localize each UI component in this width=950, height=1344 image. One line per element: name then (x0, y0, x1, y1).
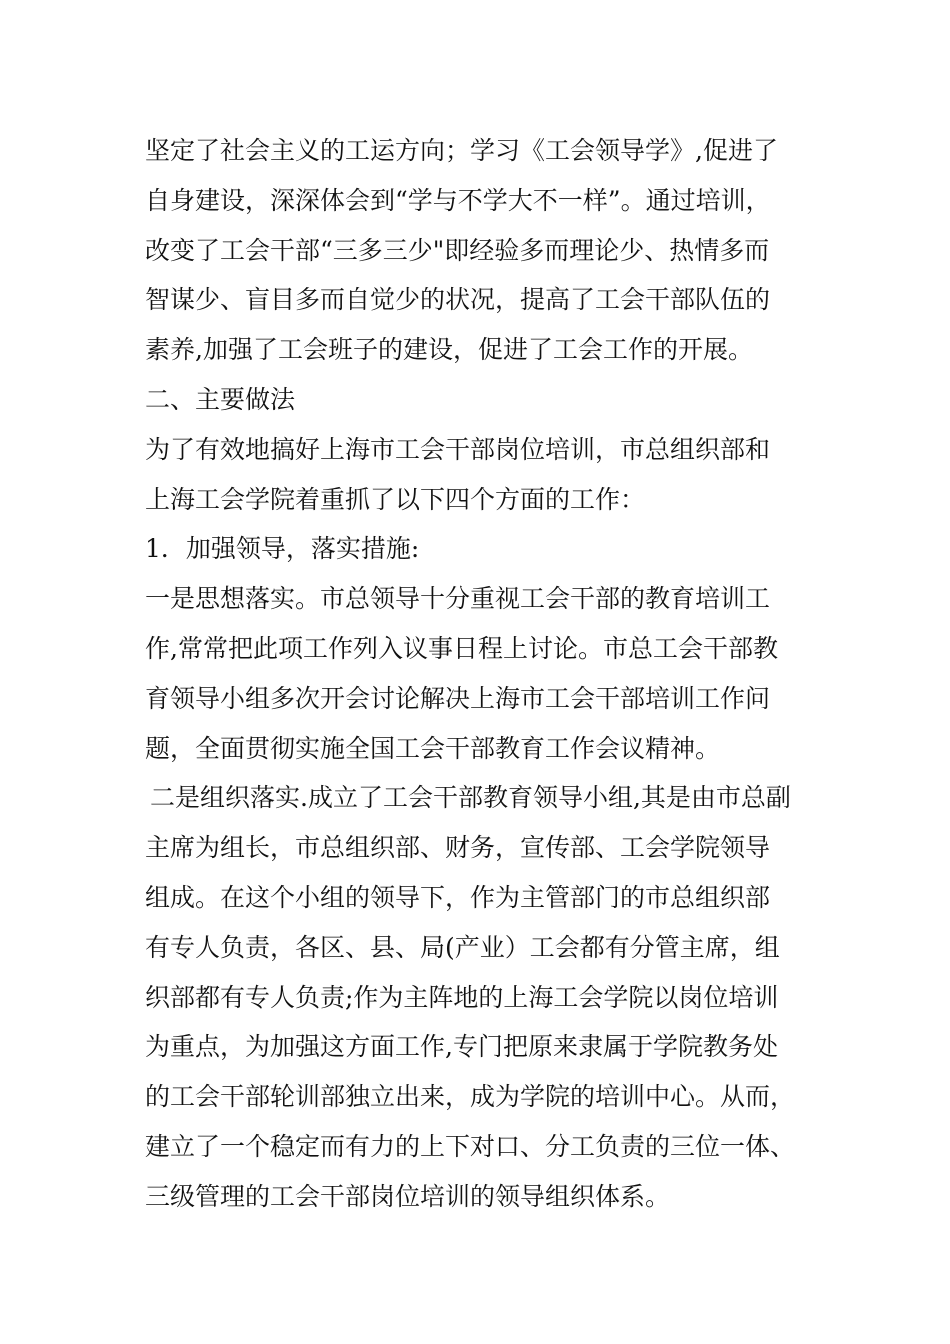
section-heading: 二、主要做法 (145, 384, 296, 414)
document-body (145, 126, 825, 1222)
text-line: 三级管理的工会干部岗位培训的领导组织体系。 (145, 1181, 671, 1211)
text-line: 的工会干部轮训部独立出来，成为学院的培训中心。从而， (145, 1082, 796, 1112)
text-line: 有专人负责，各区、县、局(产业）工会都有分管主席，组 (145, 932, 780, 962)
text-line: 作,常常把此项工作列入议事日程上讨论。市总工会干部教 (145, 633, 778, 663)
text-line: 育领导小组多次开会讨论解决上海市工会干部培训工作问 (145, 683, 771, 713)
text-line: 组成。在这个小组的领导下，作为主管部门的市总组织部 (145, 882, 771, 912)
text-line: 上海工会学院着重抓了以下四个方面的工作： (145, 484, 646, 514)
text-line: 坚定了社会主义的工运方向；学习《工会领导学》,促进了 (145, 136, 778, 165)
text-line: 为了有效地搞好上海市工会干部岗位培训，市总组织部和 (145, 434, 771, 464)
text-line: 织部都有专人负责;作为主阵地的上海工会学院以岗位培训 (145, 982, 779, 1012)
text-line: 主席为组长，市总组织部、财务，宣传部、工会学院领导 (145, 833, 771, 863)
text-line: 二是组织落实.成立了工会干部教育领导小组,其是由市总副 (150, 783, 791, 813)
text-line: 建立了一个稳定而有力的上下对口、分工负责的三位一体、 (145, 1131, 796, 1161)
text-line: 自身建设，深深体会到“学与不学大不一样”。通过培训， (145, 185, 771, 215)
text-line: 智谋少、盲目多而自觉少的状况，提高了工会干部队伍的 (145, 285, 771, 315)
text-line: 题，全面贯彻实施全国工会干部教育工作会议精神。 (145, 733, 721, 763)
text-line: 为重点，为加强这方面工作,专门把原来隶属于学院教务处 (145, 1032, 778, 1062)
text-line: 一是思想落实。市总领导十分重视工会干部的教育培训工 (145, 584, 771, 614)
text-line: 改变了工会干部“三多三少"即经验多而理论少、热情多而 (145, 235, 770, 265)
subsection-heading: 1．加强领导，落实措施: (145, 534, 420, 564)
text-line: 素养,加强了工会班子的建设，促进了工会工作的开展。 (145, 335, 753, 365)
